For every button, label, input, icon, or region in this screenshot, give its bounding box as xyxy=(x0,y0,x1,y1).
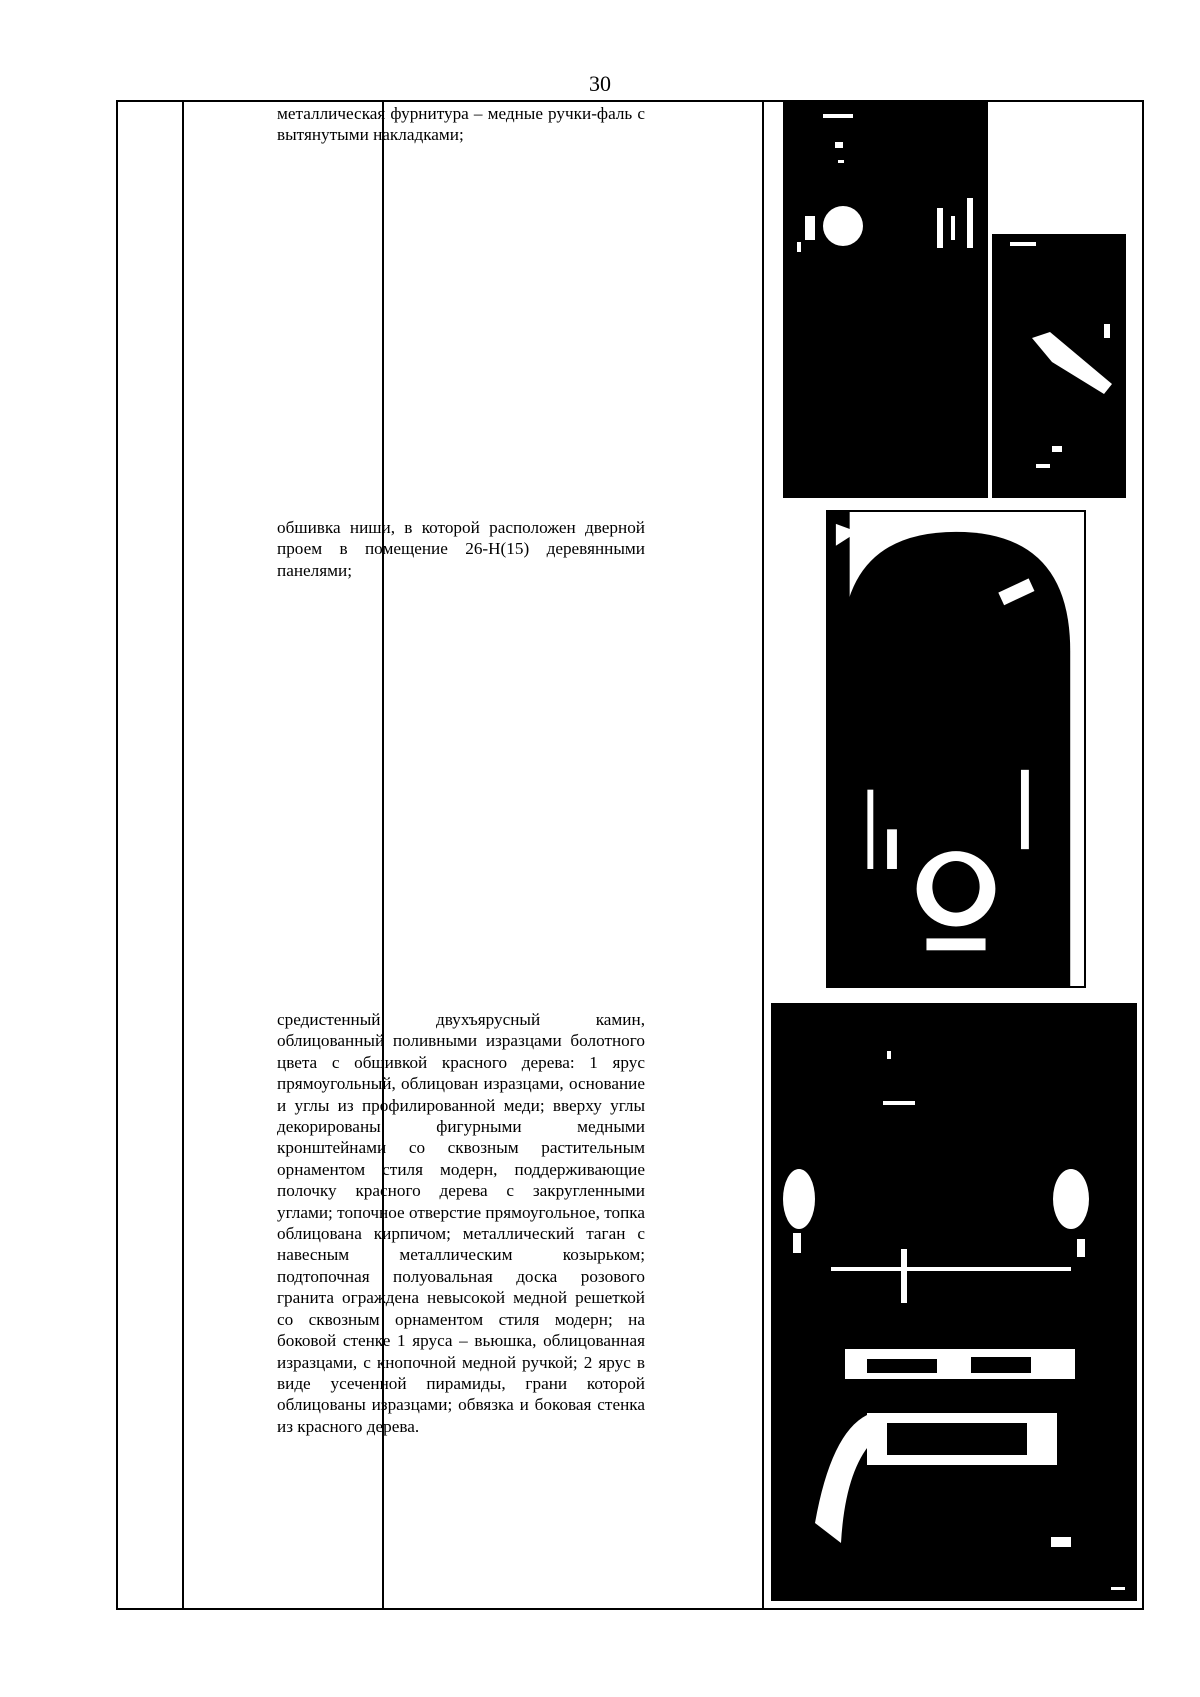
photo-door-handle-overview xyxy=(783,102,988,498)
item-description-niche-paneling: обшивка ниши, в которой расположен дверной проем в помещение 26-Н(15) деревянными панелями; xyxy=(277,518,645,580)
column-divider-3 xyxy=(762,102,764,1608)
photo-door-handle-overview-image xyxy=(783,102,988,498)
photo-door-handle-detail xyxy=(992,234,1126,498)
page-number: 30 xyxy=(589,71,611,96)
photo-door-handle-detail-image xyxy=(992,234,1126,498)
column-divider-1 xyxy=(182,102,184,1608)
photo-niche-doorway xyxy=(826,510,1086,988)
photo-niche-doorway-image xyxy=(828,512,1084,986)
photo-fireplace xyxy=(771,1003,1137,1601)
item-description-door-hardware: металлическая фурнитура – медные ручки-фаль с вытянутыми накладками; xyxy=(277,104,645,145)
item-description-fireplace: средистенный двухъярусный камин, облицованный поливными изразцами болотного цвета с обшивкой красного дерева: 1 ярус прямоугольный, облицован изразцами, основание и углы из профилированной меди; вверху углы декорированы фигурными медными кронштейнами со сквозным растительным орнаментом стиля модерн, поддерживающие полочку красного дерева с закругленными углами; топочное отверстие прямоугольное, топка облицована кирпичом; металлический таган с навесным металлическим козырьком; подтопочная полуовальная доска розового гранита ограждена невысокой медной решеткой со сквозным орнаментом стиля модерн; на боковой стенке 1 яруса – вьюшка, облицованная изразцами, с кнопочной медной ручкой; 2 ярус в виде усеченной пирамиды, грани которой облицованы изразцами; обвязка и боковая стенка из красного дерева. xyxy=(277,1010,645,1436)
photo-fireplace-image xyxy=(771,1003,1137,1601)
